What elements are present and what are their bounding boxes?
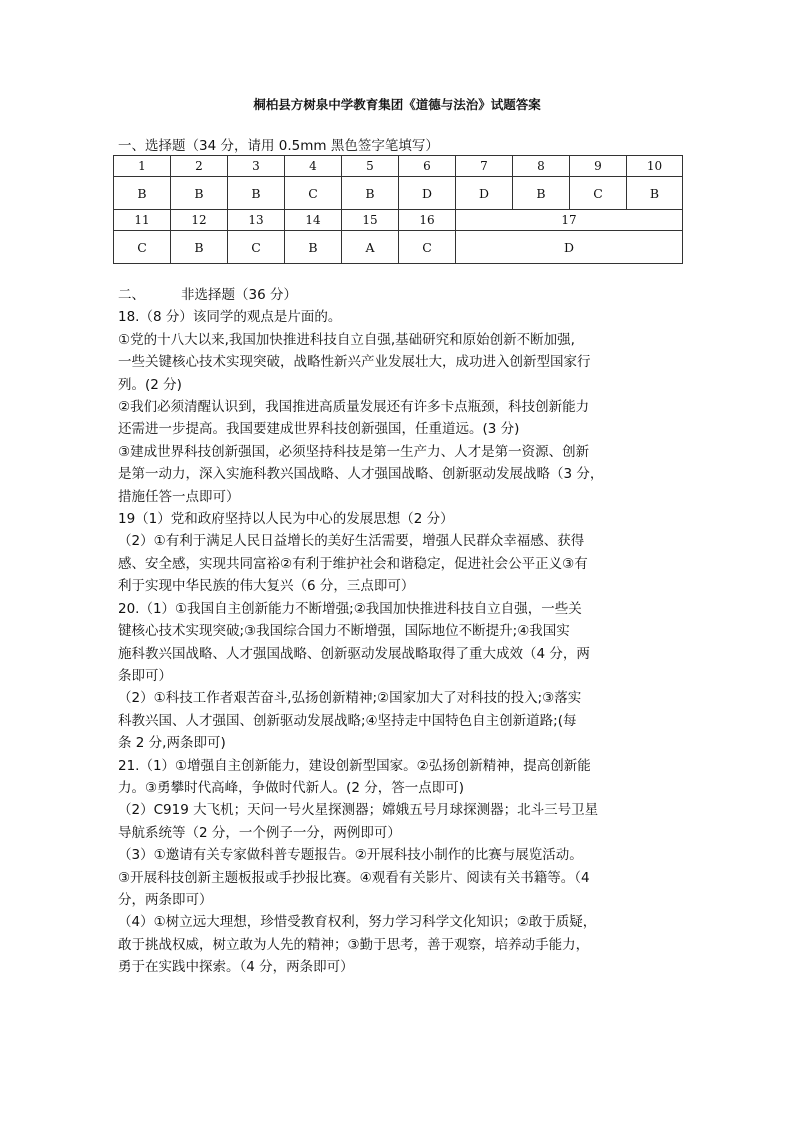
answer-table xyxy=(113,155,683,264)
answer-letter: C xyxy=(399,231,456,264)
answer-letter: B xyxy=(627,177,683,210)
answer-letter: B xyxy=(342,177,399,210)
answer-letter: B xyxy=(171,177,228,210)
answer-line: 条即可） xyxy=(118,667,172,684)
question-number: 6 xyxy=(399,156,456,177)
answer-letter: B xyxy=(114,177,171,210)
question-number: 13 xyxy=(228,210,285,231)
section2-number: 二、 xyxy=(118,287,145,303)
answer-letter: B xyxy=(285,231,342,264)
answer-number-row xyxy=(114,210,683,231)
question-number: 14 xyxy=(285,210,342,231)
answer-number-row xyxy=(114,156,683,177)
answer-line: （2）C919 大飞机；天问一号火星探测器；嫦娥五号月球探测器；北斗三号卫星 xyxy=(118,802,599,819)
question-number: 4 xyxy=(285,156,342,177)
answer-line: 导航系统等（2 分，一个例子一分，两例即可） xyxy=(118,824,401,841)
answer-line: ①党的十八大以来,我国加快推进科技自立自强,基础研究和原始创新不断加强, xyxy=(118,331,575,348)
answer-letter: B xyxy=(228,177,285,210)
question-number: 15 xyxy=(342,210,399,231)
answer-line: （2）①科技工作者艰苦奋斗,弘扬创新精神;②国家加大了对科技的投入;③落实 xyxy=(118,690,582,707)
answer-letter: C xyxy=(285,177,342,210)
answer-line: 科教兴国、人才强国、创新驱动发展战略;④坚持走中国特色自主创新道路;(每 xyxy=(118,712,577,729)
question-number: 16 xyxy=(399,210,456,231)
answer-line: ③开展科技创新主题板报或手抄报比赛。④观看有关影片、阅读有关书籍等。（4 xyxy=(118,869,590,886)
question-number: 9 xyxy=(570,156,627,177)
document-title: 桐柏县方树泉中学教育集团《道德与法治》试题答案 xyxy=(253,97,541,112)
answer-line: ②我们必须清醒认识到，我国推进高质量发展还有许多卡点瓶颈，科技创新能力 xyxy=(118,399,590,416)
answer-letter: D xyxy=(456,177,513,210)
answer-line: 力。③勇攀时代高峰，争做时代新人。(2 分，答一点即可) xyxy=(118,779,465,796)
answer-line: （2）①有利于满足人民日益增长的美好生活需要，增强人民群众幸福感、获得 xyxy=(118,533,585,550)
section1-heading: 一、选择题（34 分，请用 0.5mm 黑色签字笔填写） xyxy=(118,138,439,154)
answer-line: 施科教兴国战略、人才强国战略、创新驱动发展战略取得了重大成效（4 分，两 xyxy=(118,645,590,662)
question-number: 11 xyxy=(114,210,171,231)
question-number: 10 xyxy=(627,156,683,177)
answer-letter: A xyxy=(342,231,399,264)
answer-line: 感、安全感，实现共同富裕②有利于维护社会和谐稳定，促进社会公平正义③有 xyxy=(118,555,588,572)
answer-line: 21.（1）①增强自主创新能力，建设创新型国家。②弘扬创新精神，提高创新能 xyxy=(118,757,591,774)
answer-letter: B xyxy=(171,231,228,264)
answer-letter: C xyxy=(570,177,627,210)
answer-line: 是第一动力，深入实施科教兴国战略、人才强国战略、创新驱动发展战略（3 分， xyxy=(118,466,604,483)
question-number: 7 xyxy=(456,156,513,177)
question-number: 3 xyxy=(228,156,285,177)
answer-letter: D xyxy=(456,231,683,264)
answer-line: 勇于在实践中探索。（4 分，两条即可） xyxy=(118,959,354,976)
answer-letter-row xyxy=(114,231,683,264)
question-number: 12 xyxy=(171,210,228,231)
answer-line: 列。(2 分) xyxy=(118,376,182,393)
answer-line: 利于实现中华民族的伟大复兴（6 分，三点即可） xyxy=(118,578,415,595)
question-number: 8 xyxy=(513,156,570,177)
question-number: 1 xyxy=(114,156,171,177)
answer-line: 条 2 分,两条即可) xyxy=(118,735,226,752)
section2-heading xyxy=(118,284,686,306)
question-number: 17 xyxy=(456,210,683,231)
section2-title: 非选择题（36 分） xyxy=(181,287,297,303)
answer-line: 19（1）党和政府坚持以人民为中心的发展思想（2 分） xyxy=(118,511,454,528)
answer-letter: C xyxy=(114,231,171,264)
answer-line: （4）①树立远大理想，珍惜受教育权利，努力学习科学文化知识；②敢于质疑， xyxy=(118,914,597,931)
question-number: 5 xyxy=(342,156,399,177)
answer-letter: D xyxy=(399,177,456,210)
answer-letter-row xyxy=(114,177,683,210)
question-number: 2 xyxy=(171,156,228,177)
answer-line: 18.（8 分）该同学的观点是片面的。 xyxy=(118,309,342,326)
answer-letter: B xyxy=(513,177,570,210)
answer-line: 还需进一步提高。我国要建成世界科技创新强国，任重道远。(3 分) xyxy=(118,421,520,438)
answer-line: 分，两条即可） xyxy=(118,891,213,908)
answer-line: 敢于挑战权威，树立敢为人先的精神；③勤于思考，善于观察，培养动手能力， xyxy=(118,936,590,953)
answer-line: 键核心技术实现突破;③我国综合国力不断增强，国际地位不断提升;④我国实 xyxy=(118,623,570,640)
answer-body xyxy=(118,284,686,979)
answer-line: 措施任答一点即可） xyxy=(118,488,240,505)
answer-line: 一些关键核心技术实现突破，战略性新兴产业发展壮大，成功进入创新型国家行 xyxy=(118,354,591,371)
answer-line: 20.（1）①我国自主创新能力不断增强;②我国加快推进科技自立自强，一些关 xyxy=(118,600,582,617)
answer-line: （3）①邀请有关专家做科普专题报告。②开展科技小制作的比赛与展览活动。 xyxy=(118,847,583,864)
answer-line: ③建成世界科技创新强国，必须坚持科技是第一生产力、人才是第一资源、创新 xyxy=(118,443,590,460)
answer-letter: C xyxy=(228,231,285,264)
